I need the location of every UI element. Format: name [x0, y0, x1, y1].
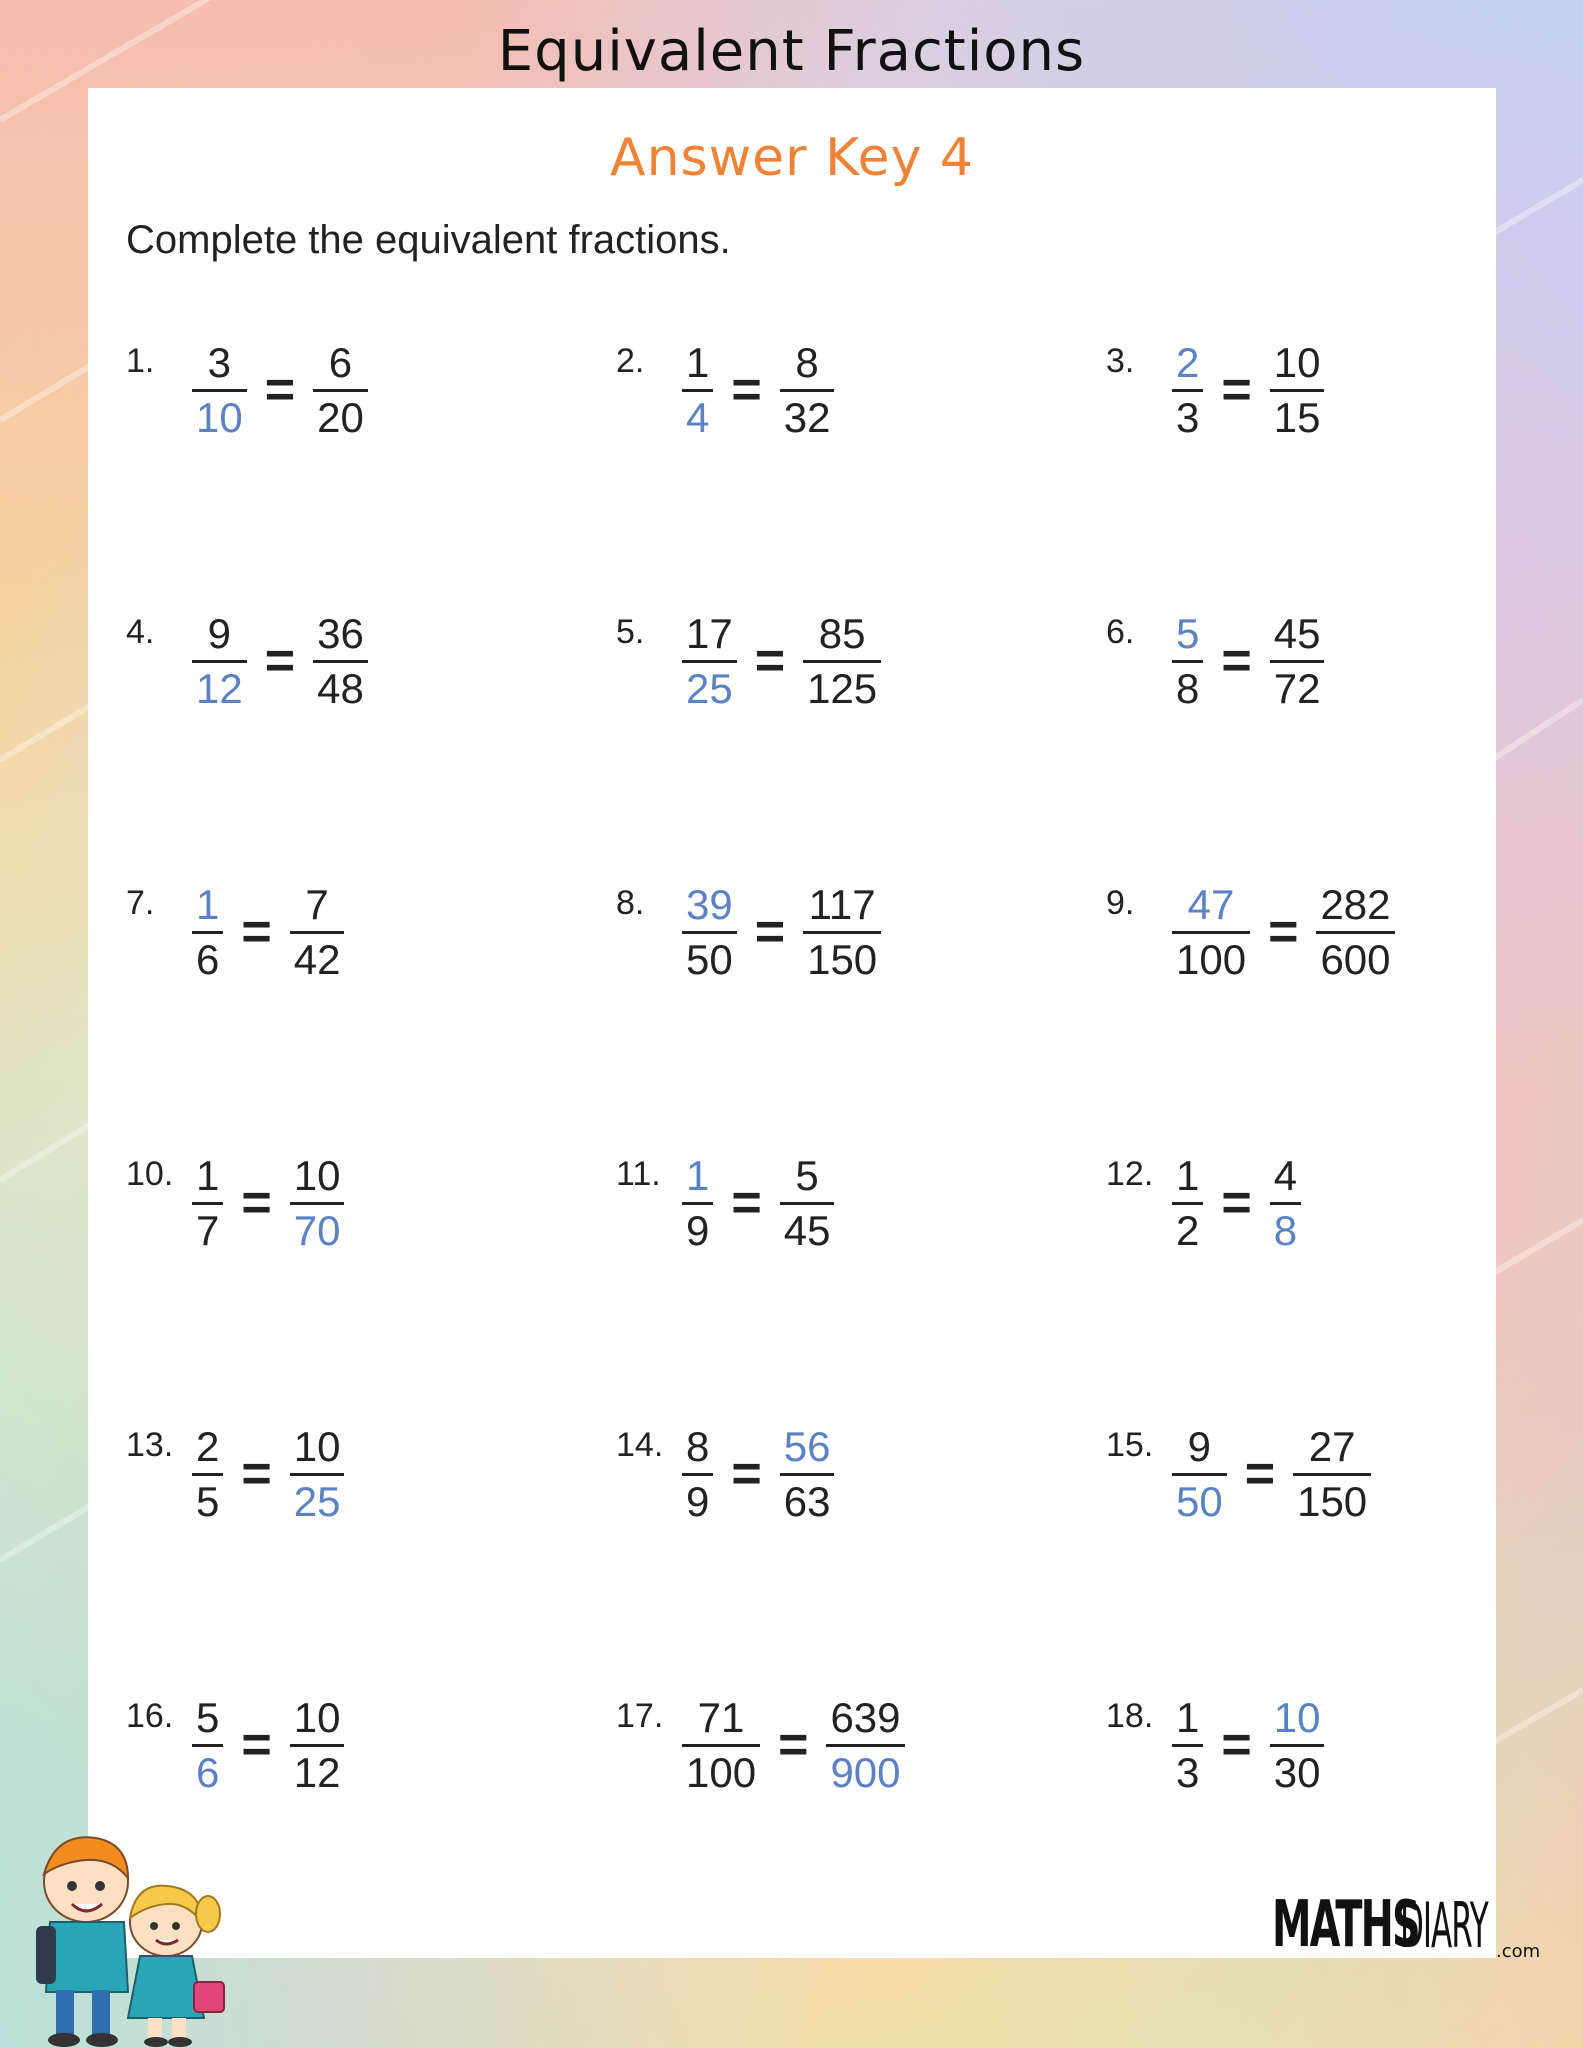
left-fraction [1168, 338, 1207, 443]
numerator: 1 [1176, 1151, 1200, 1199]
fraction-bar [290, 1473, 345, 1476]
left-fraction [188, 1151, 227, 1256]
problem-11 [616, 1151, 838, 1255]
numerator: 639 [830, 1693, 901, 1741]
right-fraction [799, 880, 885, 985]
denominator: 2 [1176, 1206, 1200, 1254]
problem-15 [1106, 1422, 1375, 1526]
fraction-bar [192, 1202, 223, 1205]
left-fraction [188, 1422, 227, 1527]
numerator: 10 [293, 1151, 341, 1199]
left-fraction [1168, 1422, 1231, 1527]
fraction-bar [1172, 389, 1203, 392]
denominator: 3 [1176, 393, 1200, 441]
answer-denominator: 900 [830, 1748, 901, 1796]
equals-sign: = [754, 632, 786, 690]
answer-numerator: 1 [686, 1151, 710, 1199]
left-fraction [678, 880, 741, 985]
right-fraction [309, 609, 372, 714]
fraction-bar [1316, 931, 1394, 934]
right-fraction [1266, 1151, 1305, 1256]
numerator: 1 [196, 1151, 220, 1199]
left-fraction [678, 1151, 717, 1256]
denominator: 12 [293, 1748, 341, 1796]
numerator: 71 [697, 1693, 745, 1741]
numerator: 7 [305, 880, 329, 928]
logo-maths-text: MATHS [1272, 1888, 1419, 1962]
numerator: 45 [1273, 609, 1321, 657]
fraction-bar [682, 1473, 713, 1476]
numerator: 85 [818, 609, 866, 657]
equals-sign: = [264, 632, 296, 690]
left-fraction [1168, 880, 1254, 985]
right-fraction [286, 1693, 349, 1798]
problem-18 [1106, 1693, 1328, 1797]
right-fraction [822, 1693, 908, 1798]
right-fraction [776, 338, 839, 443]
equals-sign: = [1244, 1445, 1276, 1503]
right-fraction [1312, 880, 1398, 985]
problem-number: 17. [616, 1697, 664, 1735]
problem-number: 11. [616, 1155, 661, 1193]
numerator: 2 [196, 1422, 220, 1470]
fraction-bar [192, 389, 247, 392]
problem-10 [126, 1151, 348, 1255]
problem-number: 16. [126, 1697, 174, 1735]
denominator: 9 [686, 1206, 710, 1254]
numerator: 8 [686, 1422, 710, 1470]
fraction-bar [1172, 1473, 1227, 1476]
answer-numerator: 5 [1176, 609, 1200, 657]
answer-denominator: 12 [196, 664, 243, 712]
numerator: 1 [1176, 1693, 1200, 1741]
numerator: 9 [207, 609, 232, 657]
fraction-bar [313, 660, 368, 663]
equals-sign: = [778, 1716, 809, 1774]
answer-denominator: 8 [1273, 1206, 1298, 1254]
problem-1 [126, 338, 372, 442]
fraction-bar [1172, 660, 1203, 663]
problem-number: 1. [126, 342, 155, 380]
denominator: 100 [1176, 935, 1247, 983]
denominator: 9 [686, 1477, 710, 1525]
fraction-bar [780, 389, 835, 392]
answer-numerator: 56 [783, 1422, 831, 1470]
left-fraction [188, 1693, 227, 1798]
equals-sign: = [754, 903, 786, 961]
answer-denominator: 4 [686, 393, 710, 441]
numerator: 6 [328, 338, 353, 386]
right-fraction [309, 338, 372, 443]
problem-number: 14. [616, 1426, 664, 1464]
denominator: 150 [807, 935, 878, 983]
fraction-bar [682, 1744, 760, 1747]
left-fraction [678, 338, 717, 443]
problem-number: 3. [1106, 342, 1135, 380]
fraction-bar [780, 1202, 835, 1205]
problem-5 [616, 609, 885, 713]
fraction-bar [682, 389, 713, 392]
equals-sign: = [241, 1174, 272, 1232]
problem-2 [616, 338, 838, 442]
answer-denominator: 6 [196, 1748, 220, 1796]
two-kids-illustration [16, 1822, 236, 2048]
numerator: 27 [1308, 1422, 1356, 1470]
numerator: 1 [686, 338, 710, 386]
right-fraction [776, 1151, 839, 1256]
denominator: 5 [196, 1477, 220, 1525]
answer-numerator: 47 [1187, 880, 1235, 928]
denominator: 8 [1176, 664, 1200, 712]
numerator: 8 [795, 338, 819, 386]
fraction-bar [682, 660, 737, 663]
answer-denominator: 10 [196, 393, 243, 441]
fraction-bar [1172, 1202, 1203, 1205]
numerator: 17 [686, 609, 733, 657]
right-fraction [1289, 1422, 1375, 1527]
right-fraction [1266, 609, 1329, 714]
answer-numerator: 10 [1273, 1693, 1321, 1741]
fraction-bar [1172, 1744, 1203, 1747]
logo-diary-text: DIARY [1400, 1889, 1488, 1962]
left-fraction [188, 880, 227, 985]
problem-number: 2. [616, 342, 645, 380]
answer-key-heading: Answer Key 4 [610, 128, 974, 188]
equals-sign: = [1221, 361, 1252, 419]
equals-sign: = [731, 361, 762, 419]
numerator: 117 [808, 880, 876, 928]
problem-16 [126, 1693, 348, 1797]
right-fraction [286, 1151, 349, 1256]
equals-sign: = [1221, 1174, 1252, 1232]
problem-number: 7. [126, 884, 155, 922]
fraction-bar [192, 931, 223, 934]
equals-sign: = [1268, 903, 1299, 961]
right-fraction [1266, 338, 1329, 443]
equals-sign: = [1221, 632, 1252, 690]
left-fraction [1168, 1151, 1207, 1256]
fraction-bar [1293, 1473, 1371, 1476]
problem-9 [1106, 880, 1399, 984]
fraction-bar [1270, 1744, 1325, 1747]
problem-number: 9. [1106, 884, 1135, 922]
equals-sign: = [241, 1716, 272, 1774]
fraction-bar [803, 931, 881, 934]
numerator: 9 [1187, 1422, 1212, 1470]
denominator: 6 [196, 935, 220, 983]
fraction-bar [780, 1473, 835, 1476]
answer-numerator: 1 [196, 880, 220, 928]
problem-4 [126, 609, 372, 713]
numerator: 5 [795, 1151, 819, 1199]
denominator: 72 [1273, 664, 1321, 712]
numerator: 5 [196, 1693, 220, 1741]
left-fraction [188, 338, 251, 443]
problem-17 [616, 1693, 909, 1797]
right-fraction [799, 609, 885, 714]
problem-13 [126, 1422, 348, 1526]
right-fraction [286, 1422, 349, 1527]
left-fraction [678, 609, 741, 714]
equals-sign: = [264, 361, 296, 419]
numerator: 36 [317, 609, 364, 657]
fraction-bar [826, 1744, 904, 1747]
denominator: 20 [317, 393, 364, 441]
fraction-bar [192, 660, 247, 663]
problem-7 [126, 880, 348, 984]
numerator: 4 [1273, 1151, 1298, 1199]
problem-number: 4. [126, 613, 155, 651]
left-fraction [678, 1693, 764, 1798]
equals-sign: = [731, 1445, 762, 1503]
denominator: 7 [196, 1206, 220, 1254]
denominator: 63 [783, 1477, 831, 1525]
problem-number: 12. [1106, 1155, 1154, 1193]
problem-6 [1106, 609, 1328, 713]
left-fraction [188, 609, 251, 714]
problem-number: 5. [616, 613, 645, 651]
fraction-bar [1172, 931, 1250, 934]
denominator: 48 [317, 664, 364, 712]
worksheet [88, 88, 1496, 1958]
right-fraction [286, 880, 349, 985]
problem-number: 15. [1106, 1426, 1154, 1464]
numerator: 10 [293, 1422, 341, 1470]
problem-3 [1106, 338, 1328, 442]
problem-number: 6. [1106, 613, 1135, 651]
answer-denominator: 25 [686, 664, 733, 712]
answer-denominator: 25 [293, 1477, 341, 1525]
fraction-bar [1270, 1202, 1301, 1205]
mathsdiary-logo [1272, 1890, 1540, 1962]
problem-number: 8. [616, 884, 645, 922]
denominator: 15 [1273, 393, 1321, 441]
fraction-bar [313, 389, 368, 392]
page-title: Equivalent Fractions [497, 19, 1086, 84]
fraction-bar [290, 931, 345, 934]
fraction-bar [1270, 660, 1325, 663]
equals-sign: = [241, 903, 272, 961]
denominator: 45 [783, 1206, 831, 1254]
denominator: 150 [1297, 1477, 1368, 1525]
answer-denominator: 50 [1176, 1477, 1223, 1525]
logo-com-text: .com [1496, 1941, 1541, 1962]
problem-8 [616, 880, 885, 984]
numerator: 282 [1320, 880, 1391, 928]
denominator: 30 [1273, 1748, 1321, 1796]
answer-denominator: 70 [293, 1206, 341, 1254]
numerator: 3 [207, 338, 232, 386]
instruction-text: Complete the equivalent fractions. [126, 218, 731, 262]
denominator: 100 [686, 1748, 757, 1796]
denominator: 32 [783, 393, 831, 441]
fraction-bar [803, 660, 881, 663]
fraction-bar [682, 931, 737, 934]
denominator: 42 [293, 935, 341, 983]
numerator: 10 [1273, 338, 1321, 386]
fraction-bar [192, 1744, 223, 1747]
fraction-bar [290, 1744, 345, 1747]
left-fraction [1168, 1693, 1207, 1798]
right-fraction [776, 1422, 839, 1527]
equals-sign: = [731, 1174, 762, 1232]
equals-sign: = [241, 1445, 272, 1503]
problem-12 [1106, 1151, 1305, 1255]
answer-numerator: 2 [1176, 338, 1200, 386]
fraction-bar [1270, 389, 1325, 392]
left-fraction [678, 1422, 717, 1527]
left-fraction [1168, 609, 1207, 714]
problem-number: 10. [126, 1155, 174, 1193]
fraction-bar [192, 1473, 223, 1476]
problem-14 [616, 1422, 838, 1526]
problem-number: 18. [1106, 1697, 1154, 1735]
right-fraction [1266, 1693, 1329, 1798]
denominator: 50 [686, 935, 733, 983]
denominator: 125 [807, 664, 878, 712]
denominator: 600 [1320, 935, 1391, 983]
fraction-bar [290, 1202, 345, 1205]
equals-sign: = [1221, 1716, 1252, 1774]
denominator: 3 [1176, 1748, 1200, 1796]
answer-numerator: 39 [686, 880, 733, 928]
numerator: 10 [293, 1693, 341, 1741]
fraction-bar [682, 1202, 713, 1205]
problem-number: 13. [126, 1426, 174, 1464]
